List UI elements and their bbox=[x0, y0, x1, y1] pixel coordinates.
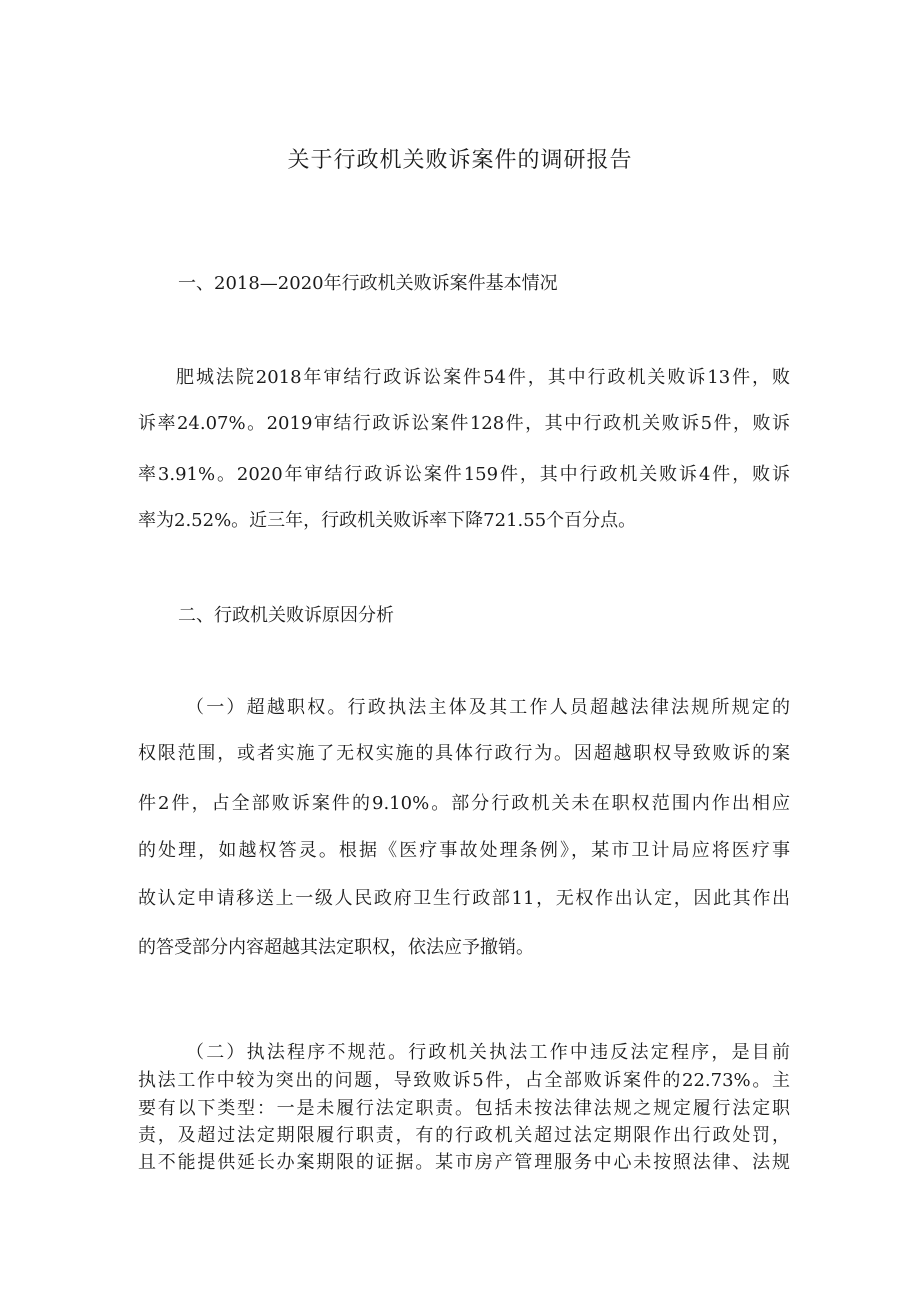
section1-line-3: 率3.91%。2020年审结行政诉讼案件159件，其中行政机关败诉4件，败诉 bbox=[138, 464, 790, 485]
para2-line-5: 且不能提供延长办案期限的证据。某市房产管理服务中心未按照法律、法规 bbox=[138, 1152, 790, 1173]
section1-line-4: 率为2.52%。近三年，行政机关败诉率下降721.55个百分点。 bbox=[138, 510, 637, 531]
section2-heading: 二、行政机关败诉原因分析 bbox=[178, 605, 394, 626]
para1-line-5: 故认定申请移送上一级人民政府卫生行政部11，无权作出认定，因此其作出 bbox=[138, 888, 790, 909]
para1-line-6: 的答受部分内容超越其法定职权，依法应予撤销。 bbox=[138, 937, 534, 958]
para2-line-1: （二）执法程序不规范。行政机关执法工作中违反法定程序，是目前 bbox=[186, 1042, 790, 1063]
section1-heading: 一、2018—2020年行政机关败诉案件基本情况 bbox=[178, 273, 558, 294]
para1-line-4: 的处理，如越权答灵。根据《医疗事故处理条例》，某市卫计局应将医疗事 bbox=[138, 840, 790, 861]
para2-line-4: 责，及超过法定期限履行职责，有的行政机关超过法定期限作出行政处罚， bbox=[138, 1125, 790, 1146]
para2-line-3: 要有以下类型：一是未履行法定职责。包括未按法律法规之规定履行法定职 bbox=[138, 1098, 790, 1119]
para1-line-1: （一）超越职权。行政执法主体及其工作人员超越法律法规所规定的 bbox=[186, 697, 790, 718]
para2-line-2: 执法工作中较为突出的问题，导致败诉5件，占全部败诉案件的22.73%。主 bbox=[138, 1070, 790, 1091]
para1-line-3: 件2件，占全部败诉案件的9.10%。部分行政机关未在职权范围内作出相应 bbox=[138, 793, 790, 814]
document-title: 关于行政机关败诉案件的调研报告 bbox=[287, 148, 633, 173]
para1-line-2: 权限范围，或者实施了无权实施的具体行政行为。因超越职权导致败诉的案 bbox=[138, 743, 790, 764]
section1-line-2: 诉率24.07%。2019审结行政诉讼案件128件，其中行政机关败诉5件，败诉 bbox=[138, 413, 790, 434]
section1-line-1: 肥城法院2018年审结行政诉讼案件54件，其中行政机关败诉13件，败 bbox=[176, 367, 790, 388]
